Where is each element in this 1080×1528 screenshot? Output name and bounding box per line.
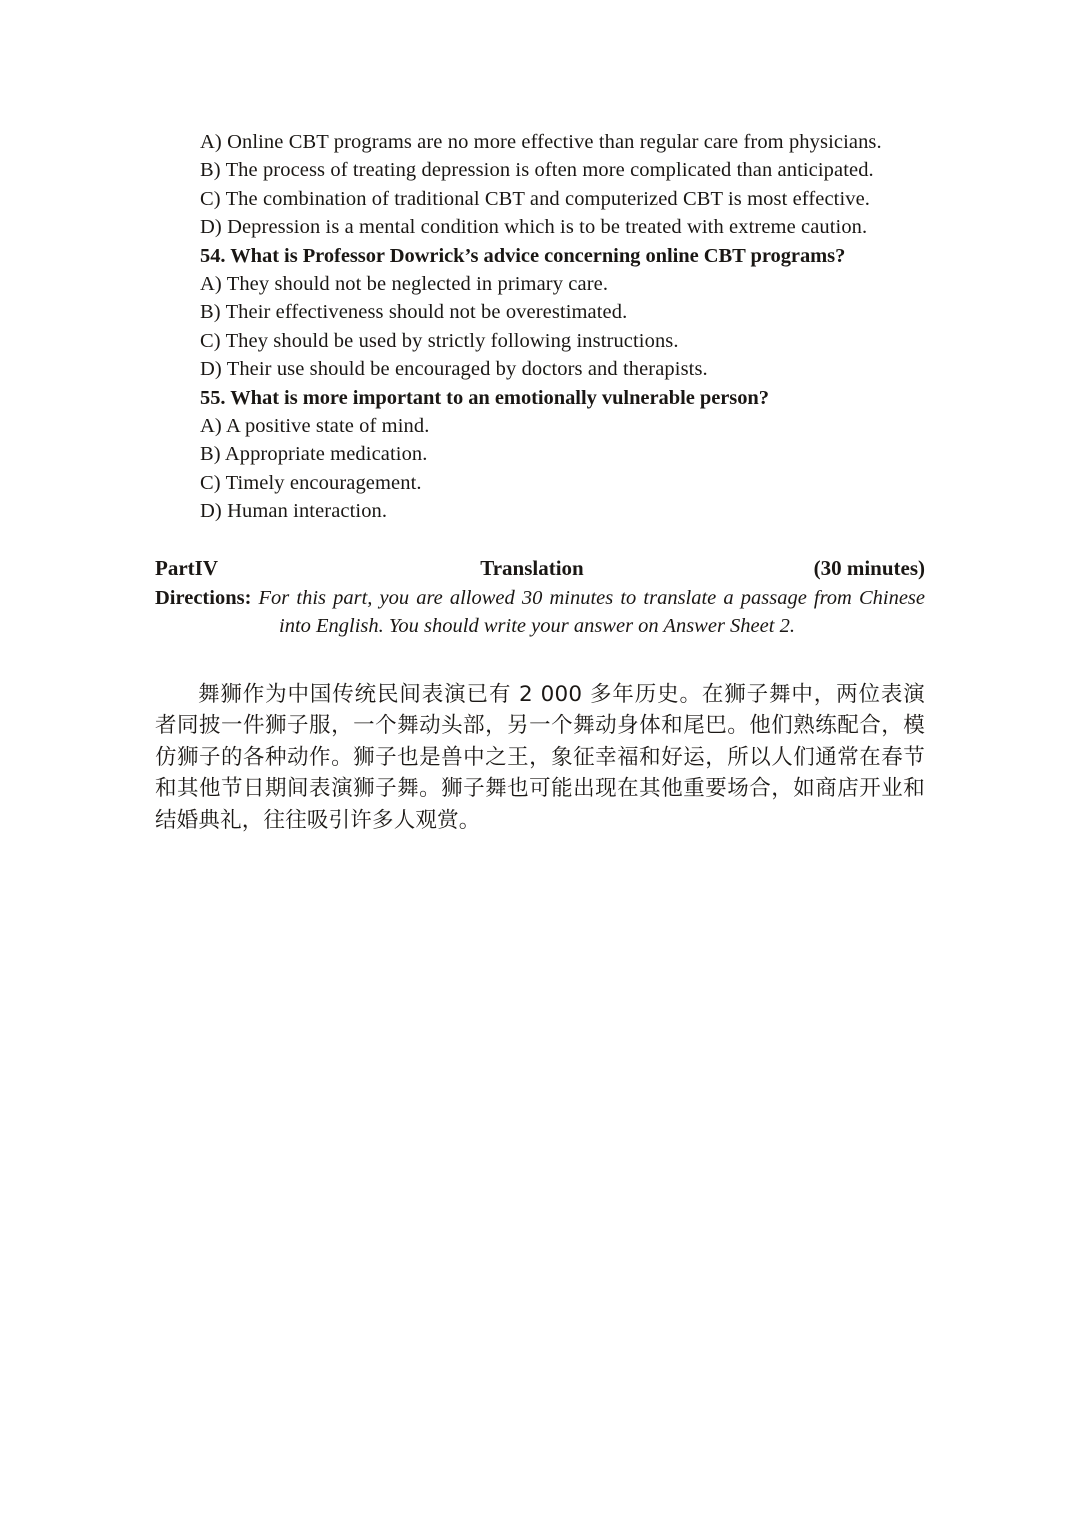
option-text: Their effectiveness should not be overestimated. (225, 301, 628, 324)
question-text: What is more important to an emotionally vulnerable person? (230, 386, 769, 409)
part-four-header (155, 554, 925, 582)
directions-block (155, 584, 925, 641)
option-letter: C) (200, 471, 221, 494)
option-letter: D) (200, 216, 222, 239)
option-row (200, 327, 925, 355)
part-title: Translation (480, 555, 584, 580)
option-row (200, 298, 925, 326)
option-letter: C) (200, 187, 221, 210)
option-letter: B) (200, 443, 221, 466)
option-letter: A) (200, 273, 222, 296)
option-row (200, 469, 925, 497)
option-text: Timely encouragement. (225, 471, 422, 494)
part-time-allowance: (30 minutes) (813, 555, 925, 580)
option-text: The combination of traditional CBT and computerized CBT is most effective. (225, 187, 871, 210)
option-letter: D) (200, 358, 222, 381)
option-text: Human interaction. (227, 500, 388, 523)
option-row (200, 185, 925, 213)
option-letter: B) (200, 301, 221, 324)
option-text: A positive state of mind. (225, 415, 430, 438)
option-row (155, 128, 925, 156)
translation-passage: 舞狮作为中国传统民间表演已有 2 000 多年历史。在狮子舞中，两位表演者同披一件狮子服，一个舞动头部，另一个舞动身体和尾巴。他们熟练配合，模仿狮子的各种动作。狮子也是兽中之王，象征幸福和好运，所以人们通常在春节和其他节日期间表演狮子舞。狮子舞也可能出现在其他重要场合，如商店开业和结婚典礼，往往吸引许多人观赏。 (155, 681, 925, 833)
directions-text: For this part, you are allowed 30 minutes to translate a passage from Chinese into English. You should write your answer on Answer Sheet 2. (258, 586, 926, 638)
question-number: 55. (200, 386, 226, 409)
option-row (200, 440, 925, 468)
option-text: Depression is a mental condition which is to be treated with extreme caution. (227, 216, 868, 239)
option-row (200, 412, 925, 440)
option-row (200, 497, 925, 525)
question-stem-55 (200, 384, 925, 412)
option-text: They should be used by strictly following instructions. (225, 329, 679, 352)
option-text: Their use should be encouraged by doctors and therapists. (226, 358, 708, 381)
option-row (200, 213, 925, 241)
option-letter: A) (200, 415, 222, 438)
option-letter: C) (200, 329, 221, 352)
option-text: Appropriate medication. (224, 443, 428, 466)
part-label: PartIV (155, 555, 218, 580)
option-row (200, 355, 925, 383)
directions-label: Directions: (155, 586, 252, 609)
option-letter: B) (200, 159, 221, 182)
option-row (200, 270, 925, 298)
question-number: 54. (200, 244, 226, 267)
option-text: The process of treating depression is often more complicated than anticipated. (225, 159, 874, 182)
question-text: What is Professor Dowrick’s advice concerning online CBT programs? (230, 244, 846, 267)
page-content (155, 128, 925, 858)
option-text: They should not be neglected in primary care. (226, 273, 609, 296)
option-letter: D) (200, 500, 222, 523)
option-letter: A) (200, 131, 222, 153)
question-stem-54 (200, 242, 925, 270)
option-text: Online CBT programs are no more effective than regular care from physicians. (227, 131, 882, 153)
option-row (200, 156, 925, 184)
